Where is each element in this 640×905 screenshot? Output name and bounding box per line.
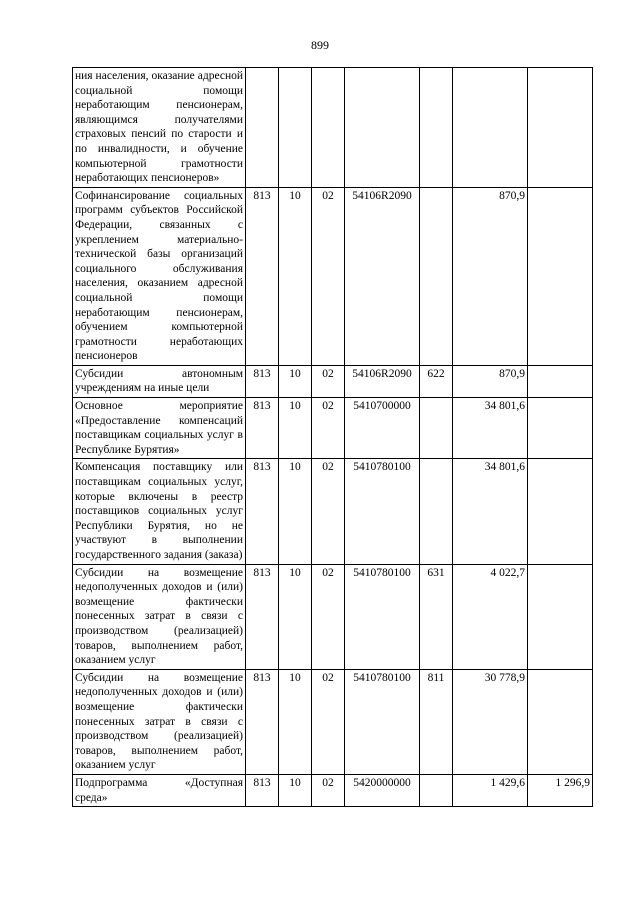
row-expense-type [420,459,453,564]
table-row [73,459,593,564]
row-subsection: 02 [312,774,345,806]
row-admin-code: 813 [246,365,279,397]
table-row [73,398,593,459]
row-section [279,68,312,188]
row-section: 10 [279,365,312,397]
row-admin-code: 813 [246,459,279,564]
row-name: Софинансирование социальных программ субъектов Российской Федерации, связанных с укреплением материально-технической базы организаций социального обслуживания населения, оказанием адресной социальной помощи неработающим пенсионерам, обучением компьютерной грамотности неработающих пенсионеров [73,187,246,365]
row-subsection: 02 [312,365,345,397]
row-sum-secondary [528,459,593,564]
row-sum-primary: 34 801,6 [453,459,528,564]
row-expense-type [420,68,453,188]
table-row [73,187,593,365]
row-subsection: 02 [312,459,345,564]
row-target-article: 5420000000 [345,774,420,806]
row-expense-type: 811 [420,669,453,774]
row-name: Субсидии на возмещение недополученных доходов и (или) возмещение фактически понесенных затрат в связи с производством (реализацией) товаров, выполнением работ, оказанием услуг [73,564,246,669]
row-name: Компенсация поставщику или поставщикам социальных услуг, которые включены в реестр поставщиков социальных услуг Республики Бурятия, но не участвуют в выполнении государственного задания (заказа) [73,459,246,564]
row-admin-code: 813 [246,187,279,365]
row-sum-secondary [528,365,593,397]
page-number: 899 [311,38,329,52]
row-name: Подпрограмма «Доступная среда» [73,774,246,806]
row-admin-code: 813 [246,669,279,774]
row-sum-primary: 870,9 [453,365,528,397]
row-admin-code: 813 [246,398,279,459]
row-admin-code: 813 [246,564,279,669]
row-target-article: 5410780100 [345,669,420,774]
row-expense-type: 622 [420,365,453,397]
row-section: 10 [279,669,312,774]
row-name: Субсидии автономным учреждениям на иные цели [73,365,246,397]
row-sum-secondary [528,398,593,459]
row-sum-secondary [528,68,593,188]
row-subsection: 02 [312,187,345,365]
row-section: 10 [279,459,312,564]
row-section: 10 [279,398,312,459]
table-row [73,68,593,188]
row-section: 10 [279,564,312,669]
row-subsection: 02 [312,669,345,774]
table-row [73,365,593,397]
row-sum-secondary [528,564,593,669]
budget-table [72,67,593,807]
row-target-article [345,68,420,188]
row-name: Основное мероприятие «Предоставление компенсаций поставщикам социальных услуг в Республике Бурятия» [73,398,246,459]
row-sum-secondary [528,187,593,365]
row-subsection [312,68,345,188]
row-sum-secondary [528,669,593,774]
row-name: ния населения, оказание адресной социальной помощи неработающим пенсионерам, являющимся получателями страховых пенсий по старости и по инвалидности, и обучение компьютерной грамотности неработающих пенсионеров» [73,68,246,188]
row-section: 10 [279,187,312,365]
row-target-article: 54106R2090 [345,365,420,397]
table-row [73,774,593,806]
row-target-article: 5410700000 [345,398,420,459]
row-sum-primary [453,68,528,188]
row-subsection: 02 [312,564,345,669]
table-row [73,564,593,669]
row-admin-code: 813 [246,774,279,806]
row-section: 10 [279,774,312,806]
row-expense-type: 631 [420,564,453,669]
row-target-article: 5410780100 [345,564,420,669]
row-name: Субсидии на возмещение недополученных доходов и (или) возмещение фактически понесенных затрат в связи с производством (реализацией) товаров, выполнением работ, оказанием услуг [73,669,246,774]
row-sum-primary: 4 022,7 [453,564,528,669]
row-expense-type [420,774,453,806]
row-target-article: 54106R2090 [345,187,420,365]
row-subsection: 02 [312,398,345,459]
row-sum-primary: 870,9 [453,187,528,365]
row-target-article: 5410780100 [345,459,420,564]
row-sum-primary: 1 429,6 [453,774,528,806]
row-sum-primary: 30 778,9 [453,669,528,774]
row-admin-code [246,68,279,188]
row-sum-primary: 34 801,6 [453,398,528,459]
row-expense-type [420,187,453,365]
row-expense-type [420,398,453,459]
row-sum-secondary: 1 296,9 [528,774,593,806]
table-row [73,669,593,774]
